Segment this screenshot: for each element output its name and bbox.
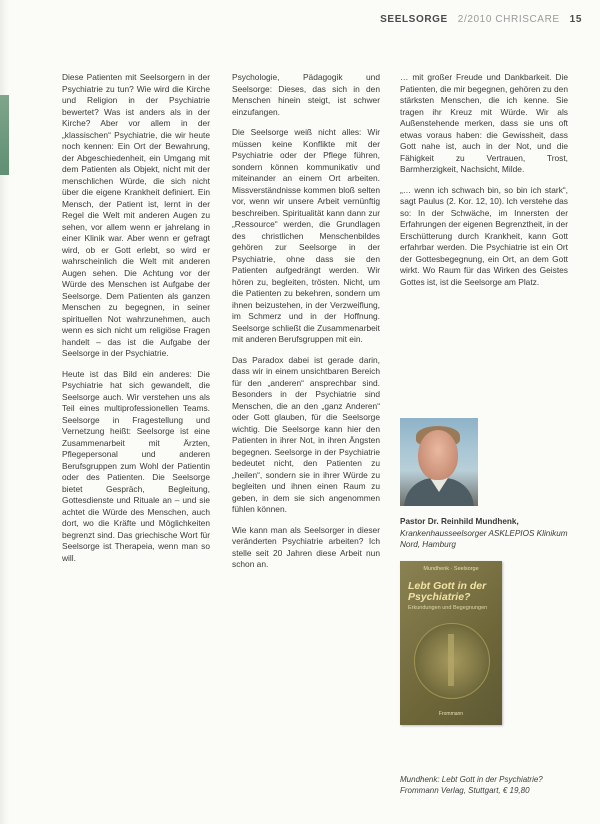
running-header [380,14,582,25]
paragraph: „… wenn ich schwach bin, so bin ich stark“, sagt Paulus (2. Kor. 12, 10). Ich verstehe das so: In der Schwäche, im Innersten der Erfahrungen der eigenen Begrenztheit, in der Erschütterung durch Krankheit, kann Gott erfahrbar werden. Die Psychiatrie ist ein Ort der Gottesbegegnung, ein Ort, an dem Gott wirkt. Wo Raum für das Wirken des Geistes Gottes ist, ist die Seelsorge am Platz. [400,184,568,287]
text-column-3 [400,72,568,297]
header-issue: 2/2010 CHRISCARE [457,14,560,25]
book-cover [400,561,502,725]
book-cover-publisher: Frommann [438,711,464,717]
paragraph: … mit großer Freude und Dankbarkeit. Die Patienten, die mir begegnen, gehören zu den stärksten Menschen, die ich kenne. Sie tragen ihr Kreuz mit Würde. Wir als Außenstehende merken, dass sie uns oft etwas voraus haben: die Gewissheit, dass Gott nahe ist, auch in der Not, und die Fähigkeit zu Vertrauen, Trost, Barmherzigkeit, Nachsicht, Milde. [400,72,568,174]
paragraph: Diese Patienten mit Seelsorgern in der Psychiatrie zu tun? Wie wird die Kirche und Religion in der Psychiatrie bewertet? Was ist anders als in der Kirche? Aber vor allem in der „klassischen“ Psychiatrie, die wir heute noch kennen: Ein Ort der Bewahrung, der Abgeschiedenheit, ein Umgang mit dem Patienten als Objekt, nicht mit der menschlichen Würde, die sich nicht über die eigene Krankheit definiert. Ein Mensch, der Patient ist, lernt in der Regel die Welt mit anderen Augen zu sehen, vor allem wenn er jahrelang in einer Klinik war. Aber wenn er gefragt wird, ob er Gott erlebt, so wird er wahrscheinlich die Welt mit anderen Augen sehen. Die Achtung vor der Würde des Menschen ist Aufgabe der Seelsorge. Dem Patienten als ganzen Menschen zu begegnen, in seiner spirituellen Not wahrzunehmen, auch wenn es sich nicht um religiöse Fragen handelt – das ist die Aufgabe der Seelsorge in der Psychiatrie. [62,72,210,358]
author-caption [400,516,570,551]
book-cover-title: Lebt Gott in der Psychiatrie? [408,580,487,603]
paragraph: Das Paradox dabei ist gerade darin, dass wir in einem unsichtbaren Bereich für den „anderen“ ansprechbar sind. Besonders in der Psychiatrie sind Menschen, die an den „ganz Anderen“ oder Gott glauben, für die Seelsorge wichtig. Die Seelsorge kann hier den Patienten in ihrer Not, in ihren Ängsten begegnen. Seelsorge in der Psychiatrie bedeutet nicht, den Patienten zu „heilen“, sondern sie in ihrer Würde zu begleiten und ihnen einen Raum zu geben, in dem sie sich angenommen fühlen können. [232,354,380,514]
page-edge-accent [0,95,9,175]
paragraph: Wie kann man als Seelsorger in dieser veränderten Psychiatrie arbeiten? Ich stelle seit 20 Jahren diese Arbeit nun schon an. [232,524,380,569]
book-cover-top: Mundhenk · Seelsorge [423,566,479,572]
author-name: Pastor Dr. Reinhild Mundhenk, [400,517,519,526]
page-number: 15 [569,14,582,25]
book-emblem-icon [414,623,490,699]
paragraph: Psychologie, Pädagogik und Seelsorge: Dieses, das sich in den Menschen hinein steigt, ist schwer einzufangen. [232,72,380,117]
book-caption: Mundhenk: Lebt Gott in der Psychiatrie? Frommann Verlag, Stuttgart, € 19,80 [400,775,543,795]
book-cover-subtitle: Erkundungen und Begegnungen [408,605,488,611]
author-role: Krankenhausseelsorger ASKLEPIOS Klinikum Nord, Hamburg [400,528,568,549]
header-section-title: SEELSORGE [380,14,448,25]
text-column-1 [62,72,210,573]
paragraph: Heute ist das Bild ein anderes: Die Psychiatrie hat sich gewandelt, die Seelsorge auch. Wir verstehen uns als Teil eines multiprofessionellen Teams. Seelsorge in Fragestellung und Vernetzung heißt: Seelsorge ist eine Zusammenarbeit mit Ärzten, Pflegepersonal und anderen Berufsgruppen zum Wohl der Patientin oder des Patienten. Die Seelsorge bietet Gespräch, Begleitung, Gottesdienste und Rituale an – und sie achtet die Würde des Menschen, auch dort, wo die Kräfte und Möglichkeiten begrenzt sind. Das griechische Wort für Seelsorge ist Therapeia, wenn man so will. [62,368,210,563]
text-column-2 [232,72,380,580]
paragraph: Die Seelsorge weiß nicht alles: Wir müssen keine Konflikte mit der Psychiatrie oder der Pflege führen, sondern können kommunikativ und miteinander an einem Ort arbeiten. Missverständnisse kommen bloß selten vor, wenn wir unsere Arbeit vernünftig beschreiben. Spiritualität kann dann zur „Ressource“ werden, die Grundlagen des christlichen Menschenbildes gehören zur Seelsorge in der Psychiatrie, ohne dass sie den Patienten aufgedrängt werden. Wir hören zu, begleiten, trösten. Nicht, um die Patienten zu bekehren, sondern um ihnen beizustehen, in der Verzweiflung, im Schmerz und in der Hoffnung. Seelsorge schließt die Zusammenarbeit mit anderen Berufsgruppen mit ein. [232,127,380,344]
author-photo [400,418,478,506]
